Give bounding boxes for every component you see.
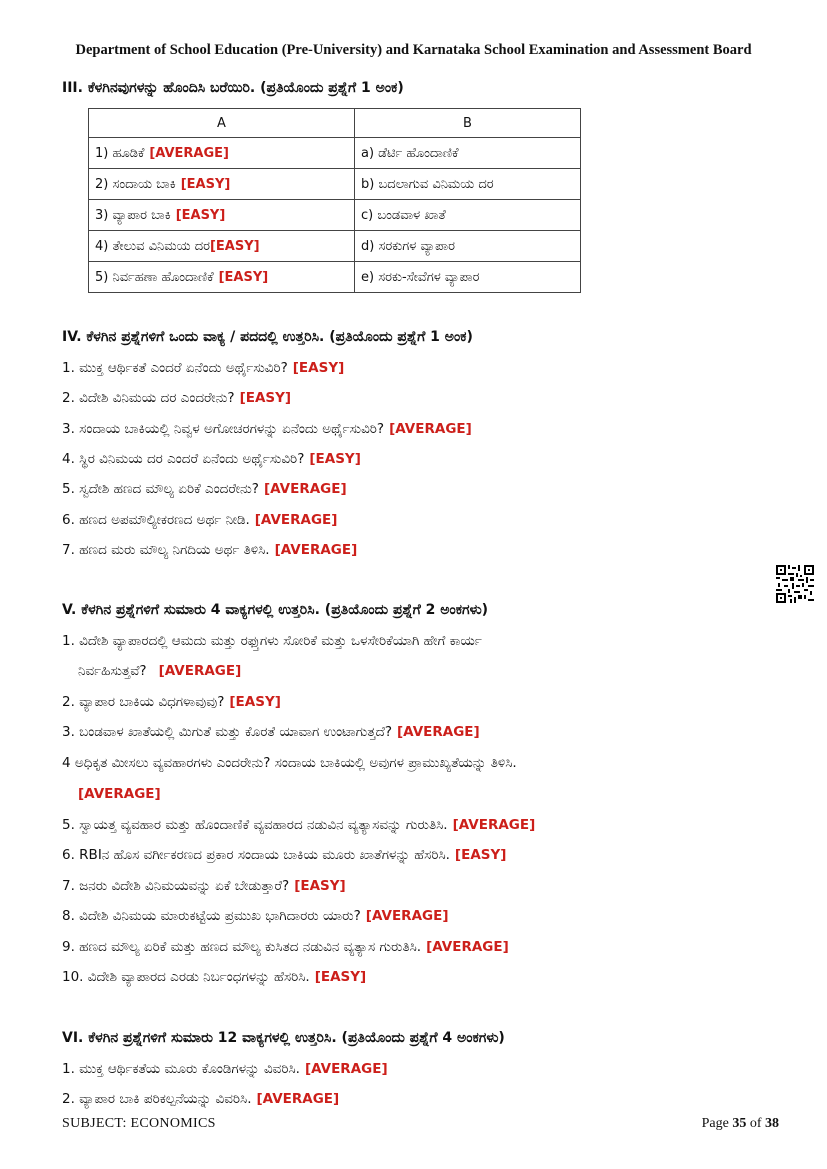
difficulty-tag: [AVERAGE] [389,421,472,437]
question-item [62,908,448,924]
difficulty-tag: [AVERAGE] [304,1061,388,1077]
question-text: 1. ಮುಕ್ತ ಆರ್ಥಿಕತೆ ಎಂದರೆ ಏನೆಂದು ಅರ್ಥೈಸುವಿರಿ? [62,360,288,376]
difficulty-tag: [AVERAGE] [426,939,509,955]
section-3-heading: III. ಕೆಳಗಿನವುಗಳನ್ನು ಹೊಂದಿಸಿ ಬರೆಯಿರಿ. (ಪ್ರತಿಯೊಂದು ಪ್ರಶ್ನೆಗೆ 1 ಅಂಕ) [62,80,404,96]
question-item [62,1091,339,1107]
item-text: 1) ಹೂಡಿಕೆ [95,145,145,161]
column-a-cell [89,231,355,262]
table-header-row [89,109,581,138]
question-item: 1. ವಿದೇಶಿ ವ್ಯಾಪಾರದಲ್ಲಿ ಆಮದು ಮತ್ತು ರಫ್ತುಗಳು ಸೋರಿಕೆ ಮತ್ತು ಒಳಸೇರಿಕೆಯಾಗಿ ಹೇಗೆ ಕಾರ್ಯ [62,633,482,649]
match-table [88,108,581,293]
question-item [62,360,344,376]
column-b-cell: d) ಸರಕುಗಳ ವ್ಯಾಪಾರ [355,231,581,262]
question-item [62,451,361,467]
page-of: of [749,1116,762,1131]
question-text: 7. ಜನರು ವಿದೇಶಿ ವಿನಿಮಯವನ್ನು ಏಕೆ ಬೇಡುತ್ತಾರೆ? [62,878,290,894]
question-text: 5. ಸ್ವದೇಶಿ ಹಣದ ಮೌಲ್ಯ ಏರಿಕೆ ಎಂದರೇನು? [62,481,259,497]
column-a-cell [89,200,355,231]
difficulty-tag: [AVERAGE] [274,542,358,558]
question-item [62,512,337,528]
question-text: 10. ವಿದೇಶಿ ವ್ಯಾಪಾರದ ಎರಡು ನಿರ್ಬಂಧಗಳನ್ನು ಹೆಸರಿಸಿ. [62,969,310,985]
item-text: 2) ಸಂದಾಯ ಬಾಕಿ [95,176,176,192]
difficulty-tag: [AVERAGE] [149,145,229,161]
document-header: Department of School Education (Pre-University) and Karnataka School Examination and Assessment Board [75,42,752,58]
difficulty-tag: [EASY] [180,176,231,192]
question-text: 2. ವಿದೇಶಿ ವಿನಿಮಯ ದರ ಎಂದರೇನು? [62,390,235,406]
question-item [62,481,347,497]
column-a-header: A [89,109,355,138]
current-page: 35 [732,1116,747,1131]
difficulty-tag: [EASY] [294,878,346,894]
question-text: 3. ಸಂದಾಯ ಬಾಕಿಯಲ್ಲಿ ನಿವ್ವಳ ಅಗೋಚರಗಳನ್ನು ಏನೆಂದು ಅರ್ಥೈಸುವಿರಿ? [62,421,385,437]
item-text: 4) ತೇಲುವ ವಿನಿಮಯ ದರ [95,238,210,254]
section-6-heading: VI. ಕೆಳಗಿನ ಪ್ರಶ್ನೆಗಳಿಗೆ ಸುಮಾರು 12 ವಾಕ್ಯಗಳಲ್ಲಿ ಉತ್ತರಿಸಿ. (ಪ್ರತಿಯೊಂದು ಪ್ರಶ್ನೆಗೆ 4 ಅಂಕಗಳು) [62,1030,505,1046]
difficulty-tag: [AVERAGE] [365,908,449,924]
column-a-cell [89,138,355,169]
question-text: 3. ಬಂಡವಾಳ ಖಾತೆಯಲ್ಲಿ ಮಿಗುತೆ ಮತ್ತು ಕೊರತೆ ಯಾವಾಗ ಉಂಟಾಗುತ್ತದೆ? [62,724,392,740]
question-item [62,878,346,894]
difficulty-tag: [AVERAGE] [397,724,480,740]
total-pages: 38 [765,1116,779,1131]
question-item-continuation [78,786,161,802]
difficulty-tag: [EASY] [309,451,361,467]
page-prefix: Page [701,1116,729,1131]
question-text: 9. ಹಣದ ಮೌಲ್ಯ ಏರಿಕೆ ಮತ್ತು ಹಣದ ಮೌಲ್ಯ ಕುಸಿತದ ನಡುವಿನ ವ್ಯತ್ಯಾಸ ಗುರುತಿಸಿ. [62,939,422,955]
question-item [62,390,291,406]
question-item [62,847,506,863]
table-row [89,231,581,262]
question-item [62,817,535,833]
question-item [62,724,480,740]
question-item-continuation [78,663,241,679]
column-b-header: B [355,109,581,138]
item-text: 5) ನಿರ್ವಹಣಾ ಹೊಂದಾಣಿಕೆ [95,269,214,285]
question-text: 6. ಹಣದ ಅಪಮೌಲ್ಯೀಕರಣದ ಅರ್ಥ ನೀಡಿ. [62,512,250,528]
difficulty-tag: [AVERAGE] [452,817,536,833]
table-row [89,262,581,293]
question-item: 4 ಅಧಿಕೃತ ಮೀಸಲು ವ್ಯವಹಾರಗಳು ಎಂದರೇನು? ಸಂದಾಯ ಬಾಕಿಯಲ್ಲಿ ಅವುಗಳ ಪ್ರಾಮುಖ್ಯತೆಯನ್ನು ತಿಳಿಸಿ. [62,755,517,771]
difficulty-tag: [AVERAGE] [254,512,338,528]
difficulty-tag: [EASY] [218,269,269,285]
difficulty-tag: [AVERAGE] [263,481,347,497]
difficulty-tag: [AVERAGE] [78,786,161,802]
difficulty-tag: [EASY] [314,969,367,985]
section-5-heading: V. ಕೆಳಗಿನ ಪ್ರಶ್ನೆಗಳಿಗೆ ಸುಮಾರು 4 ವಾಕ್ಯಗಳಲ್ಲಿ ಉತ್ತರಿಸಿ. (ಪ್ರತಿಯೊಂದು ಪ್ರಶ್ನೆಗೆ 2 ಅಂಕಗಳು) [62,602,489,618]
item-text: 3) ವ್ಯಾಪಾರ ಬಾಕಿ [95,207,171,223]
question-item [62,694,281,710]
question-item [62,542,357,558]
question-text: ನಿರ್ವಹಿಸುತ್ತವೆ? [78,663,147,679]
difficulty-tag: [EASY] [292,360,345,376]
difficulty-tag: [EASY] [239,390,292,406]
difficulty-tag: [AVERAGE] [158,663,242,679]
difficulty-tag: [EASY] [175,207,226,223]
question-text: 6. RBIನ ಹೊಸ ವರ್ಗೀಕರಣದ ಪ್ರಕಾರ ಸಂದಾಯ ಬಾಕಿಯ ಮೂರು ಖಾತೆಗಳನ್ನು ಹೆಸರಿಸಿ. [62,847,450,863]
difficulty-tag: [AVERAGE] [256,1091,340,1107]
question-text: 8. ವಿದೇಶಿ ವಿನಿಮಯ ಮಾರುಕಟ್ಟೆಯ ಪ್ರಮುಖ ಭಾಗಿದಾರರು ಯಾರು? [62,908,361,924]
table-row [89,138,581,169]
column-b-cell: a) ಡೆರ್ಟಿ ಹೊಂದಾಣಿಕೆ [355,138,581,169]
difficulty-tag: [EASY] [209,238,260,254]
table-row [89,169,581,200]
difficulty-tag: [EASY] [454,847,507,863]
question-text: 4. ಸ್ಥಿರ ವಿನಿಮಯ ದರ ಎಂದರೆ ಏನೆಂದು ಅರ್ಥೈಸುವಿರಿ? [62,451,305,467]
column-b-cell: e) ಸರಕು-ಸೇವೆಗಳ ವ್ಯಾಪಾರ [355,262,581,293]
qr-code-icon [776,565,814,603]
page-number [702,1116,779,1132]
column-b-cell: b) ಬದಲಾಗುವ ವಿನಿಮಯ ದರ [355,169,581,200]
column-a-cell [89,169,355,200]
question-item [62,969,366,985]
question-text: 2. ವ್ಯಾಪಾರ ಬಾಕಿ ಪರಿಕಲ್ಪನೆಯನ್ನು ವಿವರಿಸಿ. [62,1091,252,1107]
difficulty-tag: [EASY] [229,694,281,710]
question-item [62,1061,388,1077]
table-row [89,200,581,231]
column-a-cell [89,262,355,293]
subject-footer: SUBJECT: ECONOMICS [62,1116,216,1131]
question-text: 2. ವ್ಯಾಪಾರ ಬಾಕಿಯ ವಿಧಗಳಾವುವು? [62,694,225,710]
question-item [62,939,509,955]
column-b-cell: c) ಬಂಡವಾಳ ಖಾತೆ [355,200,581,231]
question-text: 7. ಹಣದ ಮರು ಮೌಲ್ಯ ನಿಗದಿಯ ಅರ್ಥ ತಿಳಿಸಿ. [62,542,270,558]
question-text: 1. ಮುಕ್ತ ಆರ್ಥಿಕತೆಯ ಮೂರು ಕೊಂಡಿಗಳನ್ನು ವಿವರಿಸಿ. [62,1061,300,1077]
question-text: 5. ಸ್ವಾಯತ್ತ ವ್ಯವಹಾರ ಮತ್ತು ಹೊಂದಾಣಿಕೆ ವ್ಯವಹಾರದ ನಡುವಿನ ವ್ಯತ್ಯಾಸವನ್ನು ಗುರುತಿಸಿ. [62,817,448,833]
section-4-heading: IV. ಕೆಳಗಿನ ಪ್ರಶ್ನೆಗಳಿಗೆ ಒಂದು ವಾಕ್ಯ / ಪದದಲ್ಲಿ ಉತ್ತರಿಸಿ. (ಪ್ರತಿಯೊಂದು ಪ್ರಶ್ನೆಗೆ 1 ಅಂಕ) [62,329,473,345]
question-item [62,421,472,437]
